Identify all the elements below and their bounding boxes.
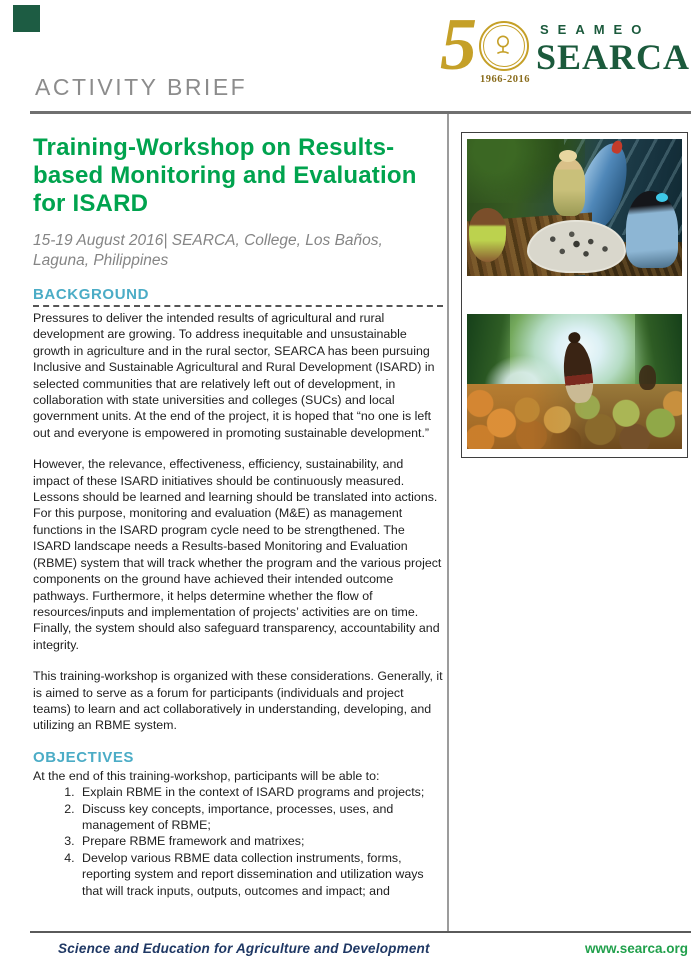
tree-icon xyxy=(491,33,515,57)
person-shape xyxy=(626,191,678,268)
fisherman-shape xyxy=(553,158,585,216)
column-divider xyxy=(447,114,449,933)
background-paragraph: This training-workshop is organized with these considerations. Generally, it is aimed to serve as a forum for participants (individuals and project teams) to learn and act collaboratively in understanding, developing, and utilizing an RBME system. xyxy=(33,669,443,733)
corner-accent-square xyxy=(13,5,40,32)
background-paragraph: Pressures to deliver the intended results of agricultural and rural development are growing. To address inequitable and unsustainable growth in agriculture and in the rural sector, SEARCA has been pursuing Inclusive and Sustainable Agricultural and Rural Development (ISARD) in selected communities that are relatively left out of development, in collaboration with state universities and colleges (SUCs) and local government units. At the end of the project, it is hoped that “no one is left out and everyone is empowered in promoting sustainable development.” xyxy=(33,311,435,440)
objective-item: 4. Develop various RBME data collection instruments, forms, reporting system and report dissemination and utilization ways that will track inputs, outputs, outcomes and impact; and xyxy=(78,850,443,899)
main-content-column xyxy=(33,134,443,899)
objective-item: 3. Prepare RBME framework and matrixes; xyxy=(78,833,443,849)
objective-item: 2. Discuss key concepts, importance, processes, uses, and management of RBME; xyxy=(78,801,443,834)
footer-tagline: Science and Education for Agriculture and Development xyxy=(58,941,430,956)
searca-wordmark: SEARCA xyxy=(536,37,691,77)
page-title: Training-Workshop on Results-based Monitoring and Evaluation for ISARD xyxy=(33,134,417,217)
emblem-ring xyxy=(479,21,529,71)
searca-50th-logo xyxy=(438,4,691,98)
photo-coconut-harvest xyxy=(467,314,682,449)
background-paragraph: However, the relevance, effectiveness, efficiency, sustainability, and impact of these ISARD initiatives should be continuously measured. Lessons should be learned and learning should be translated into actions. For this purpose, monitoring and evaluation (M&E) as management functions in the ISARD program cycle need to be strengthened. The ISARD landscape needs a Results-based Monitoring and Evaluation (RBME) system that will track whether the program and the various project components on the ground have achieved their intended outcome pathways. Furthermore, it helps determine whether the flow of resources/inputs and implementation of projects’ activities are on time. Finally, the system should also safeguard transparency, accountability and integrity. xyxy=(33,457,442,652)
objectives-list xyxy=(33,784,443,899)
activity-brief-label: ACTIVITY BRIEF xyxy=(35,74,248,100)
footer-website: www.searca.org xyxy=(584,941,688,956)
section-background xyxy=(33,286,443,734)
header-rule xyxy=(30,111,691,114)
objectives-heading: OBJECTIVES xyxy=(33,748,135,766)
footer-rule xyxy=(30,931,691,933)
background-heading: BACKGROUND xyxy=(33,286,443,307)
photo-fish-delivery xyxy=(467,139,682,276)
photo-panel xyxy=(461,132,688,458)
anniversary-years: 1966-2016 xyxy=(480,74,530,85)
anniversary-digit-five: 5 xyxy=(440,4,477,86)
objectives-intro: At the end of this training-workshop, participants will be able to: xyxy=(33,768,380,783)
objective-item: 1. Explain RBME in the context of ISARD programs and projects; xyxy=(78,784,443,800)
person-shape xyxy=(639,365,656,389)
fish-sack-shape xyxy=(527,220,626,273)
person-shape xyxy=(469,208,506,263)
section-objectives xyxy=(33,749,443,899)
event-meta: 15-19 August 2016| SEARCA, College, Los Baños, Laguna, Philippines xyxy=(33,232,383,269)
seameo-wordmark: SEAMEO xyxy=(540,22,651,37)
